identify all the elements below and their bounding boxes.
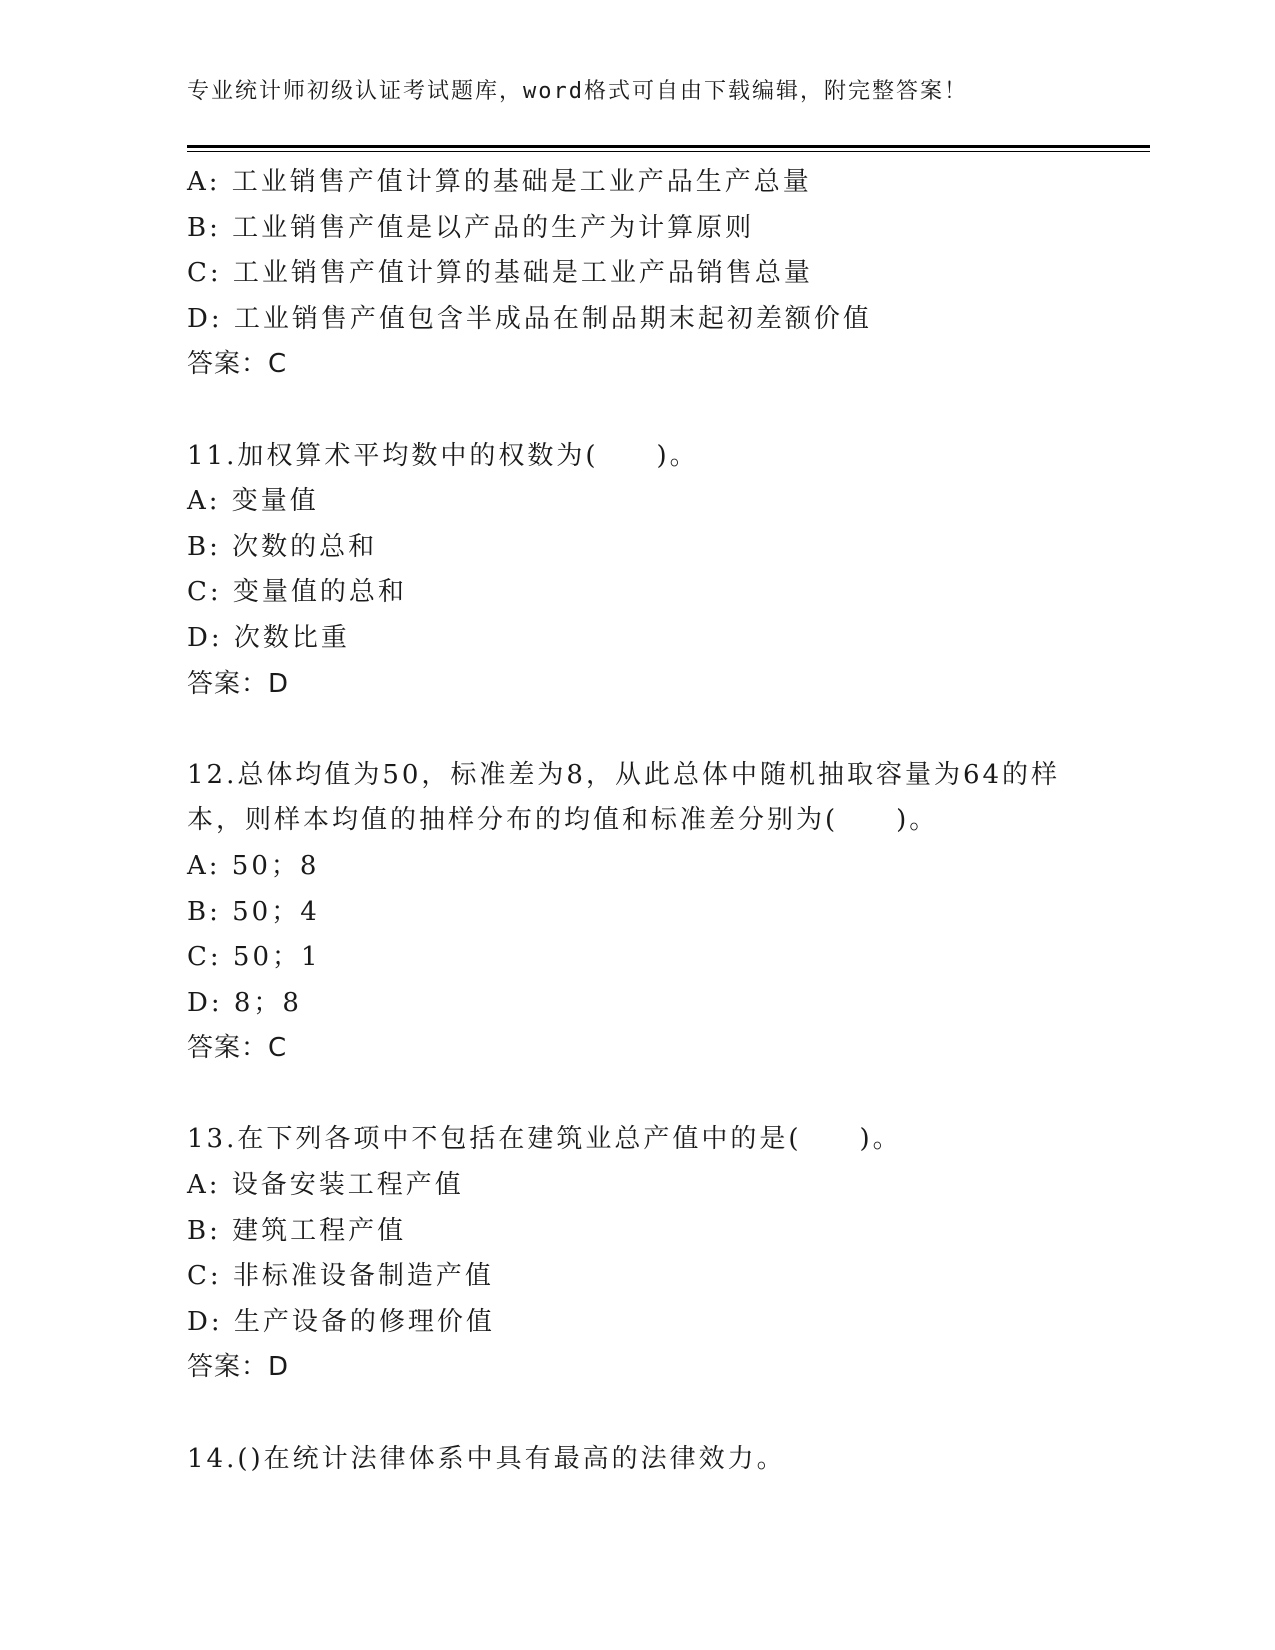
question-stem: 11.加权算术平均数中的权数为( )。 (187, 440, 699, 471)
option-c: C: 工业销售产值计算的基础是工业产品销售总量 (187, 258, 813, 289)
page-header: 专业统计师初级认证考试题库，word格式可自由下载编辑，附完整答案！ (187, 79, 968, 104)
question-stem: 14.()在统计法律体系中具有最高的法律效力。 (187, 1443, 786, 1474)
option-d: D: 次数比重 (187, 622, 350, 653)
answer-label: 答案：D (187, 668, 290, 699)
option-b: B: 建筑工程产值 (187, 1215, 407, 1246)
spacer (187, 388, 1087, 434)
option-b: B: 50；4 (187, 896, 320, 927)
question-12-block (187, 753, 1087, 1072)
question-13-block (187, 1117, 1087, 1391)
option-c: C: 50；1 (187, 942, 321, 973)
answer-label: 答案：C (187, 349, 288, 380)
answer-label: 答案：D (187, 1352, 290, 1383)
option-a: A: 工业销售产值计算的基础是工业产品生产总量 (187, 167, 812, 197)
question-content (187, 160, 1087, 1482)
option-d: D: 8；8 (187, 987, 302, 1018)
question-14-block (187, 1437, 1087, 1483)
option-d: D: 生产设备的修理价值 (187, 1306, 495, 1337)
question-10-block (187, 160, 1087, 388)
header-rule-thick (187, 145, 1150, 148)
spacer (187, 1072, 1087, 1118)
header-rule-thin (187, 151, 1150, 152)
option-b: B: 次数的总和 (187, 531, 378, 562)
question-stem-line-2: 本，则样本均值的抽样分布的均值和标准差分别为( )。 (187, 805, 939, 836)
answer-label: 答案：C (187, 1033, 288, 1064)
spacer (187, 707, 1087, 753)
option-d: D: 工业销售产值包含半成品在制品期末起初差额价值 (187, 303, 872, 334)
spacer (187, 1391, 1087, 1437)
option-c: C: 非标准设备制造产值 (187, 1261, 494, 1292)
option-a: A: 变量值 (187, 486, 319, 517)
question-stem-line-1: 12.总体均值为50，标准差为8，从此总体中随机抽取容量为64的样 (187, 759, 1061, 790)
option-b: B: 工业销售产值是以产品的生产为计算原则 (187, 212, 755, 243)
option-a: A: 设备安装工程产值 (187, 1170, 464, 1201)
option-a: A: 50；8 (187, 850, 320, 881)
question-stem: 13.在下列各项中不包括在建筑业总产值中的是( )。 (187, 1124, 902, 1155)
question-11-block (187, 434, 1087, 708)
option-c: C: 变量值的总和 (187, 577, 407, 608)
